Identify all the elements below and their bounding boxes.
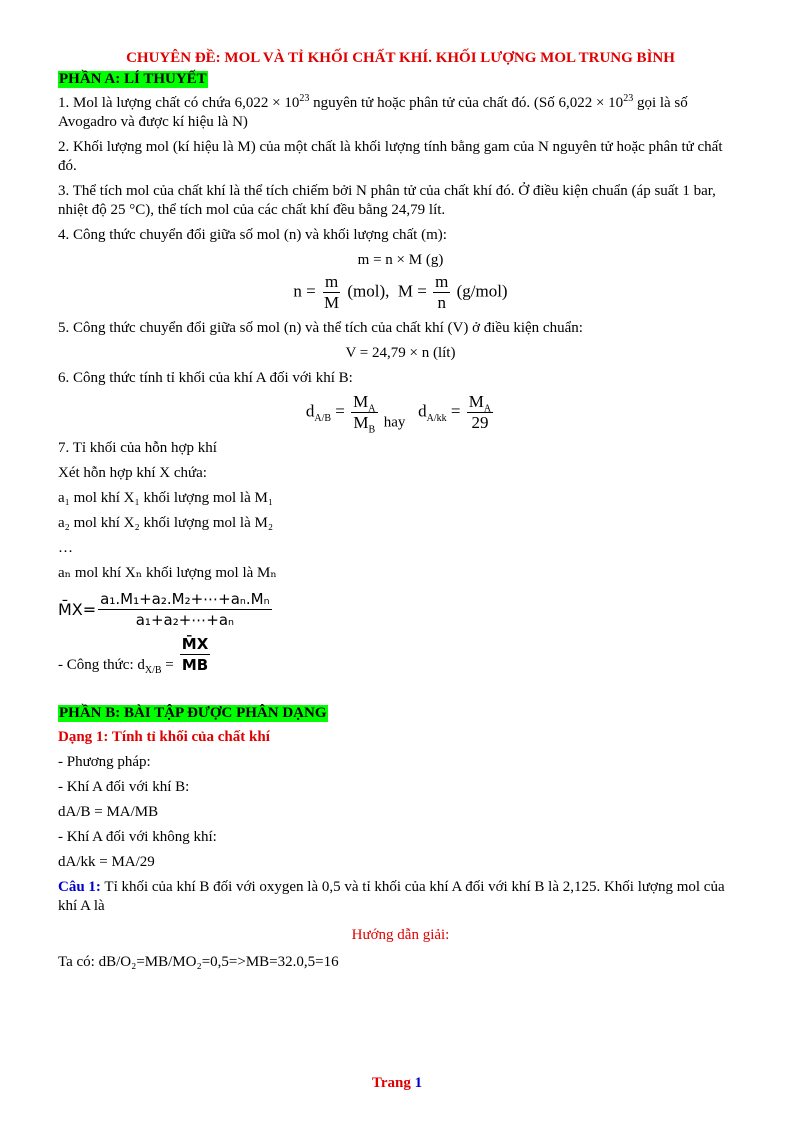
mixture-line-n: aₙ mol khí Xₙ khối lượng mol là Mₙ: [58, 565, 277, 581]
method-line-3: dA/B = MA/MB: [58, 804, 159, 820]
mixture-intro: Xét hỗn hợp khí X chứa:: [58, 465, 207, 481]
theory-item-2: 2. Khối lượng mol (kí hiệu là M) của một chất là khối lượng tính bằng gam của N nguyên tử hoặc phân tử chất đó.: [58, 139, 723, 174]
formula-mol-mass: n = $\frac{m}{M}$ (mol), M = $\frac{m}{n}$ (g/mol): [293, 272, 508, 312]
formula-density-ratio: $d_{A/B}$ = $\frac{M_A}{M_B}$ hay $d_{A/kk}$ = $\frac{M_A}{29}$: [305, 392, 492, 436]
section-a-heading: PHẦN A: LÍ THUYẾT: [59, 71, 207, 87]
page-number: 1: [414, 1075, 423, 1091]
document-page: [58, 50, 743, 972]
type-1-heading: Dạng 1: Tính tỉ khối của chất khí: [58, 729, 270, 745]
mixture-line-2: a₂ mol khí X₂ khối lượng mol là M₂: [58, 515, 274, 531]
page-label: Trang: [371, 1075, 415, 1091]
theory-item-3: 3. Thể tích mol của chất khí là thể tích chiếm bởi N phân tử của chất khí đó. Ở điều kiện chuẩn (áp suất 1 bar, nhiệt độ 25 °C), thể tích mol của các chất khí đều bằng 24,79 lít.: [58, 183, 716, 218]
theory-item-4: 4. Công thức chuyển đổi giữa số mol (n) và khối lượng chất (m):: [58, 227, 447, 243]
solution-line: Ta có: dB/O₂=MB/MO₂=0,5=>MB=32.0,5=16: [58, 954, 339, 970]
theory-item-1: 1. Mol là lượng chất có chứa $6,022 \times 10^{23}$ nguyên tử hoặc phân tử của chất đó. (Số $6,022 \times 10^{23}$ gọi là số Avogadro và được kí hiệu là N): [58, 93, 688, 130]
formula-average-molar-mass: M̄X= $\frac{\text{a₁.M₁+a₂.M₂+⋯+aₙ.Mₙ}}{\text{a₁+a₂+⋯+aₙ}}$: [58, 590, 270, 629]
method-line-1: - Phương pháp:: [58, 754, 151, 770]
theory-item-7: 7. Tỉ khối của hỗn hợp khí: [58, 440, 217, 456]
method-line-4: - Khí A đối với không khí:: [58, 829, 217, 845]
formula-volume: V = 24,79 × n (lít): [345, 345, 456, 361]
theory-item-5: 5. Công thức chuyển đổi giữa số mol (n) và thể tích của chất khí (V) ở điều kiện chuẩn:: [58, 320, 583, 336]
mixture-ellipsis: …: [58, 540, 73, 556]
solution-guide-heading: Hướng dẫn giải:: [351, 927, 450, 943]
page-footer: [0, 1075, 794, 1092]
section-b-heading: PHẦN B: BÀI TẬP ĐƯỢC PHÂN DẠNG: [59, 705, 327, 721]
method-line-5: dA/kk = MA/29: [58, 854, 155, 870]
formula-mixture-density: - Công thức: $d_{X/B}$ = $\frac{M̄X}{MB}$: [58, 635, 209, 676]
mixture-line-1: a₁ mol khí X₁ khối lượng mol là M₁: [58, 490, 274, 506]
formula-mass: m = n × M (g): [357, 252, 444, 268]
method-line-2: - Khí A đối với khí B:: [58, 779, 190, 795]
question-1: Câu 1: Tỉ khối của khí B đối với oxygen là 0,5 và tỉ khối của khí A đối với khí B là 2,125. Khối lượng mol của khí A là: [58, 879, 725, 914]
page-title: CHUYÊN ĐỀ: MOL VÀ TỈ KHỐI CHẤT KHÍ. KHỐI LƯỢNG MOL TRUNG BÌNH: [126, 50, 675, 66]
theory-item-6: 6. Công thức tính tỉ khối của khí A đối với khí B:: [58, 370, 353, 386]
